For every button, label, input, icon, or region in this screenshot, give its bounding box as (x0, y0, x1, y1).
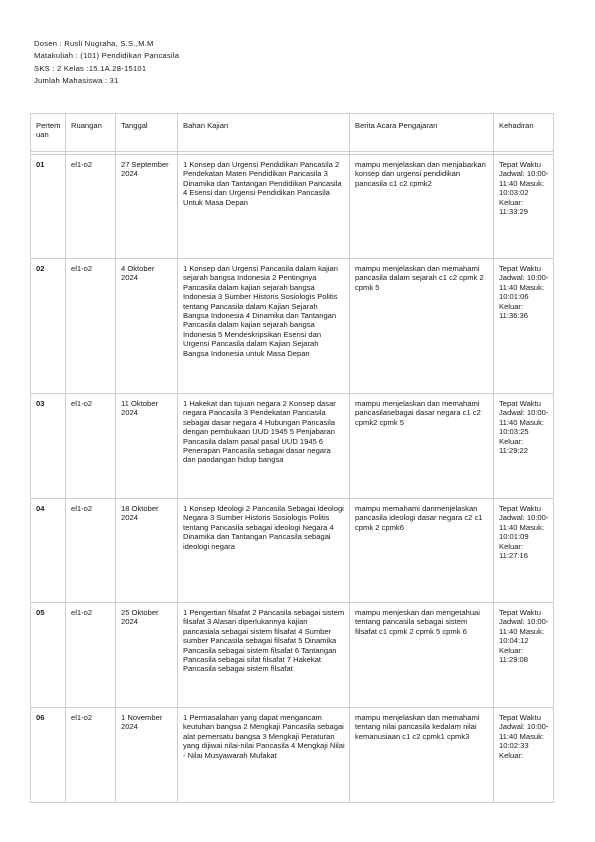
cell-ruangan: el1-o2 (66, 394, 116, 499)
credits-class-line: SKS : 2 Kelas :15.1A.28-15101 (34, 63, 147, 73)
table-header-row (31, 114, 554, 152)
cell-kehadiran: Tepat Waktu Jadwal: 10:00-11:40 Masuk: 10:01:06 Keluar: 11:36:36 (494, 259, 554, 394)
cell-tanggal: 1 November 2024 (116, 708, 178, 803)
cell-pertemuan: 06 (31, 708, 66, 803)
header-tanggal: Tanggal (116, 114, 178, 152)
lecturer-line: Dosen : Rusli Nugraha, S.S.,M.M (34, 39, 154, 48)
table-row (31, 394, 554, 499)
cell-tanggal: 4 Oktober 2024 (116, 259, 178, 394)
cell-ruangan: el1-o2 (66, 259, 116, 394)
cell-berita-acara: mampu menjelaskan dan memahami tentang nilai pancasila kedalam nilai kemanusiaan c1 c2 cpmk1 cpmk3 (350, 708, 494, 803)
header-kehadiran: Kehadiran (494, 114, 554, 152)
table-row (31, 603, 554, 708)
cell-tanggal: 25 Oktober 2024 (116, 603, 178, 708)
cell-bahan-kajian: 1 Konsep Ideologi 2 Pancasila Sebagai Ideologi Negara 3 Sumber Historis Sosiologis Politis tentang Pancasila sebagai ideologi Negara 4 Dinamika dan Tantangan Pancasila sebagai ideologi negara (178, 499, 350, 603)
cell-pertemuan: 05 (31, 603, 66, 708)
cell-kehadiran: Tepat Waktu Jadwal: 10:00-11:40 Masuk: 10:01:09 Keluar: 11:27:16 (494, 499, 554, 603)
cell-ruangan: el1-o2 (66, 603, 116, 708)
lecture-log-table (30, 113, 554, 803)
cell-ruangan: el1-o2 (66, 499, 116, 603)
table-row (31, 155, 554, 259)
cell-pertemuan: 04 (31, 499, 66, 603)
cell-kehadiran: Tepat Waktu Jadwal: 10:00-11:40 Masuk: 10:03:02 Keluar: 11:33:29 (494, 155, 554, 259)
cell-pertemuan: 01 (31, 155, 66, 259)
cell-berita-acara: mampu memahami danmenjelaskan pancasila ideologi dasar negara c2 c1 cpmk 2 cpmk6 (350, 499, 494, 603)
header-berita-acara: Berita Acara Pengajaran (350, 114, 494, 152)
cell-bahan-kajian: 1 Permasalahan yang dapat mengancam keutuhan bangsa 2 Mengkaji Pancasila sebagai alat pemersatu bangsa 3 Mengkaji Peraturan yang dijiwai nilai-nilai Pancasila 4 Mengkaji Nilai - Nilai Musyawarah Mufakat (178, 708, 350, 803)
cell-berita-acara: mampu menjeskan dan mengetahuai tentang pancasila sebagai sistem filsafat c1 cpmk 2 cpmk 5 cpmk 6 (350, 603, 494, 708)
cell-kehadiran: Tepat Waktu Jadwal: 10:00-11:40 Masuk: 10:02:33 Keluar: (494, 708, 554, 803)
header-pertemuan: Pertem uan (31, 114, 66, 152)
cell-tanggal: 11 Oktober 2024 (116, 394, 178, 499)
cell-ruangan: el1-o2 (66, 708, 116, 803)
cell-tanggal: 27 September 2024 (116, 155, 178, 259)
cell-kehadiran: Tepat Waktu Jadwal: 10:00-11:40 Masuk: 10:04:12 Keluar: 11:29:08 (494, 603, 554, 708)
table-row (31, 259, 554, 394)
header-bahan-kajian: Bahan Kajian (178, 114, 350, 152)
cell-berita-acara: mampu menjelaskan dan memahami pancasila dalam sejarah c1 c2 cpmk 2 cpmk 5 (350, 259, 494, 394)
table-row (31, 499, 554, 603)
cell-bahan-kajian: 1 Konsep dan Urgensi Pancasila dalam kajian sejarah bangsa Indonesia 2 Pentingnya Pancasila dalam kajian sejarah bangsa Indonesia 3 Sumber Historis Sosiologis Politis tentang Pancasila dalam Kajian Sejarah Bangsa Indonesia 4 Dinamika dan Tantangan Pancasila dalam kajian sejarah bangsa Indonesia 5 Mendeskripsikan Esensi dan Urgensi Pancasila dalam Kajian Sejarah Bangsa Indonesia untuk Masa Depan (178, 259, 350, 394)
cell-bahan-kajian: 1 Konsep dan Urgensi Pendidikan Pancasila 2 Pendekatan Materi Pendidikan Pancasila 3 Dinamika dan Tantangan Pendidikan Pancasila 4 Esensi dan Urgensi Pendidikan Pancasila Untuk Masa Depan (178, 155, 350, 259)
cell-berita-acara: mampu menjelaskan dan memahami pancasilasebagai dasar negara c1 c2 cpmk2 cpmk 5 (350, 394, 494, 499)
course-line: Matakuliah : (101) Pendidikan Pancasila (34, 51, 180, 61)
cell-pertemuan: 03 (31, 394, 66, 499)
student-count-line: Jumlah Mahasiswa : 31 (34, 76, 119, 86)
header-ruangan: Ruangan (66, 114, 116, 152)
cell-ruangan: el1-o2 (66, 155, 116, 259)
cell-pertemuan: 02 (31, 259, 66, 394)
cell-bahan-kajian: 1 Hakekat dan tujuan negara 2 Konsep dasar negara Pancasila 3 Pendekatan Pancasila sebagai dasar negara 4 Hubungan Pancasila dengan pembukaan UUD 1945 5 Penjabaran Pancasila dalam pasal pasal UUD 1945 6 Penerapan Pancasila sebagai dasar negara dan pandangan hidup bangsa (178, 394, 350, 499)
cell-bahan-kajian: 1 Pengertian filsafat 2 Pancasila sebagai sistem filsafat 3 Alasan diperlukannya kajian pancasiala sebagai sistem filsafat 4 Sumber sumber Pancasila sebagai filsafat 5 Dinamika Pancasila sebagai sistem filsafat 6 Tantangan Pancasila sebagai sifat filsafat 7 Hakekat Pancasila sebagai sistem filsafat (178, 603, 350, 708)
cell-tanggal: 18 Oktober 2024 (116, 499, 178, 603)
cell-kehadiran: Tepat Waktu Jadwal: 10:00-11:40 Masuk: 10:03:25 Keluar: 11:29:22 (494, 394, 554, 499)
course-header (34, 38, 179, 88)
cell-berita-acara: mampu menjelaskan dan menjabarkan konsep dan urgensi pendidikan pancasila c1 c2 cpmk2 (350, 155, 494, 259)
table-row (31, 708, 554, 803)
